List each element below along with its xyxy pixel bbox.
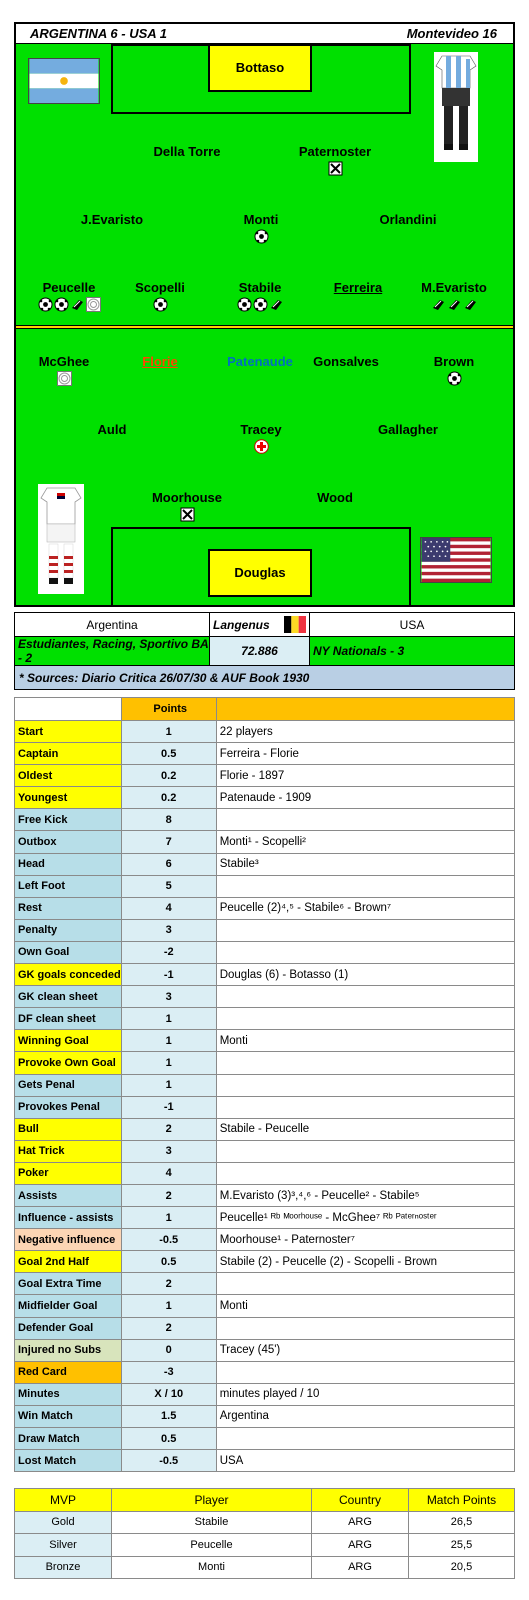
points-value: -0.5 — [121, 1229, 216, 1251]
points-row — [15, 765, 515, 787]
points-label: Outbox — [15, 831, 122, 853]
points-row — [15, 1450, 515, 1472]
mvp-points: 20,5 — [409, 1556, 515, 1579]
points-value: 2 — [121, 1317, 216, 1339]
points-row — [15, 1008, 515, 1030]
points-header-row — [15, 698, 515, 721]
match-header — [16, 24, 513, 44]
points-label: Win Match — [15, 1405, 122, 1427]
attendance: 72.886 — [210, 637, 310, 666]
points-value: 0.2 — [121, 765, 216, 787]
usa-goalkeeper — [208, 549, 312, 597]
mvp-header-row — [15, 1489, 515, 1512]
points-label: Injured no Subs — [15, 1339, 122, 1361]
points-value: 4 — [121, 897, 216, 919]
points-description: Peucelle (2)⁴,⁵ - Stabile⁶ - Brown⁷ — [216, 897, 514, 919]
points-label: DF clean sheet — [15, 1008, 122, 1030]
points-row — [15, 1405, 515, 1427]
points-description: Argentina — [216, 1405, 514, 1427]
points-value: -1 — [121, 964, 216, 986]
points-row — [15, 1273, 515, 1295]
player-stabile: Stabile — [200, 280, 320, 312]
player-mcghee: McGhee — [14, 354, 124, 386]
points-value: -2 — [121, 941, 216, 963]
points-description — [216, 1317, 514, 1339]
points-description — [216, 1140, 514, 1162]
points-value: 1 — [121, 1052, 216, 1074]
player-name: Bottaso — [235, 60, 285, 75]
points-label: Penalty — [15, 919, 122, 941]
player-auld: Auld — [97, 422, 127, 437]
points-value: 1 — [121, 1008, 216, 1030]
points-row — [15, 964, 515, 986]
points-description: Stabile³ — [216, 853, 514, 875]
mvp-country: ARG — [312, 1511, 409, 1534]
boot-icon — [463, 297, 478, 312]
player-m-evaristo: M.Evaristo — [394, 280, 514, 312]
points-description — [216, 919, 514, 941]
points-row — [15, 809, 515, 831]
points-description: Stabile - Peucelle — [216, 1118, 514, 1140]
influence-assist-icon — [86, 297, 101, 312]
mvp-rank: Bronze — [15, 1556, 112, 1579]
points-label: Influence - assists — [15, 1207, 122, 1229]
belgium-flag-icon — [284, 616, 306, 633]
points-description — [216, 1361, 514, 1383]
points-header: Points — [121, 698, 216, 721]
points-row — [15, 853, 515, 875]
points-description: Patenaude - 1909 — [216, 787, 514, 809]
points-row — [15, 1074, 515, 1096]
points-description — [216, 986, 514, 1008]
points-row — [15, 1339, 515, 1361]
mvp-country: ARG — [312, 1556, 409, 1579]
team-b-name: USA — [310, 613, 515, 637]
points-description: Florie - 1897 — [216, 765, 514, 787]
points-value: 8 — [121, 809, 216, 831]
points-row — [15, 897, 515, 919]
ball-icon — [447, 371, 462, 386]
points-label: Goal 2nd Half — [15, 1251, 122, 1273]
player-monti: Monti — [201, 212, 321, 244]
usa-flag-icon — [420, 537, 492, 583]
points-row — [15, 1361, 515, 1383]
points-description — [216, 1162, 514, 1184]
boot-icon — [70, 297, 85, 312]
points-label: Defender Goal — [15, 1317, 122, 1339]
points-description — [216, 1428, 514, 1450]
points-row — [15, 1317, 515, 1339]
player-scopelli: Scopelli — [100, 280, 220, 312]
points-description: minutes played / 10 — [216, 1383, 514, 1405]
points-value: 1 — [121, 1295, 216, 1317]
mvp-row — [15, 1556, 515, 1579]
points-value: -3 — [121, 1361, 216, 1383]
points-value: 2 — [121, 1184, 216, 1206]
points-label: Red Card — [15, 1361, 122, 1383]
mvp-points: 25,5 — [409, 1534, 515, 1557]
points-value: 2 — [121, 1273, 216, 1295]
team-a-name: Argentina — [15, 613, 210, 637]
points-value: 3 — [121, 919, 216, 941]
halfway-line — [16, 325, 513, 329]
points-description: Moorhouse¹ - Paternoster⁷ — [216, 1229, 514, 1251]
points-value: 3 — [121, 986, 216, 1008]
player-della-torre: Della Torre — [153, 144, 221, 159]
argentina-goalkeeper — [208, 44, 312, 92]
player-patenaude: Patenaude — [227, 354, 293, 369]
player-paternoster: Paternoster — [275, 144, 395, 176]
points-row — [15, 986, 515, 1008]
points-row — [15, 1052, 515, 1074]
points-description: Monti — [216, 1030, 514, 1052]
points-description — [216, 1052, 514, 1074]
points-label: GK goals conceded — [15, 964, 122, 986]
player-brown: Brown — [394, 354, 514, 386]
match-title: ARGENTINA 6 - USA 1 — [30, 26, 167, 41]
points-value: X / 10 — [121, 1383, 216, 1405]
points-label: Winning Goal — [15, 1030, 122, 1052]
points-value: 1 — [121, 1074, 216, 1096]
points-label: Rest — [15, 897, 122, 919]
points-label: Provoke Own Goal — [15, 1052, 122, 1074]
boot-icon — [431, 297, 446, 312]
points-description: Stabile (2) - Peucelle (2) - Scopelli - Brown — [216, 1251, 514, 1273]
influence-assist-icon — [57, 371, 72, 386]
points-value: -0.5 — [121, 1450, 216, 1472]
points-row — [15, 1140, 515, 1162]
header-desc-blank — [216, 698, 514, 721]
points-value: 2 — [121, 1118, 216, 1140]
points-row — [15, 831, 515, 853]
player-orlandini: Orlandini — [379, 212, 437, 227]
points-row — [15, 721, 515, 743]
mvp-header-player: Player — [112, 1489, 312, 1512]
pitch — [14, 22, 515, 607]
ball-icon — [254, 229, 269, 244]
points-description: Tracey (45') — [216, 1339, 514, 1361]
player-florie: Florie — [142, 354, 178, 369]
points-row — [15, 1030, 515, 1052]
boot-icon — [269, 297, 284, 312]
match-venue: Montevideo 16 — [406, 26, 497, 41]
points-description: Douglas (6) - Botasso (1) — [216, 964, 514, 986]
points-label: Gets Penal — [15, 1074, 122, 1096]
points-value: 0.2 — [121, 787, 216, 809]
points-description — [216, 1273, 514, 1295]
points-row — [15, 1295, 515, 1317]
points-description — [216, 1096, 514, 1118]
team-b-clubs: NY Nationals - 3 — [310, 637, 515, 666]
ball-icon — [38, 297, 53, 312]
points-description — [216, 809, 514, 831]
points-row — [15, 1162, 515, 1184]
player-tracey: Tracey — [201, 422, 321, 454]
ball-icon — [54, 297, 69, 312]
points-row — [15, 1428, 515, 1450]
mvp-header-country: Country — [312, 1489, 409, 1512]
points-value: 0 — [121, 1339, 216, 1361]
points-row — [15, 1383, 515, 1405]
header-blank — [15, 698, 122, 721]
player-peucelle: Peucelle — [14, 280, 129, 312]
injury-icon — [254, 439, 269, 454]
points-label: Captain — [15, 743, 122, 765]
argentina-kit-icon — [434, 52, 478, 162]
points-row — [15, 1096, 515, 1118]
points-value: 0.5 — [121, 743, 216, 765]
player-gonsalves: Gonsalves — [313, 354, 379, 369]
mvp-points: 26,5 — [409, 1511, 515, 1534]
points-label: Negative influence — [15, 1229, 122, 1251]
points-label: Draw Match — [15, 1428, 122, 1450]
points-row — [15, 1207, 515, 1229]
team-a-clubs: Estudiantes, Racing, Sportivo BA - 2 — [15, 637, 210, 666]
points-value: 0.5 — [121, 1251, 216, 1273]
points-label: Own Goal — [15, 941, 122, 963]
points-description: Peucelle¹ ᴿᵇ ᴹᵒᵒʳʰᵒᵘˢᵉ - McGhee⁷ ᴿᵇ ᴾᵃᵗᵉʳⁿᵒˢᵗᵉʳ — [216, 1207, 514, 1229]
points-description — [216, 1074, 514, 1096]
points-description: USA — [216, 1450, 514, 1472]
points-label: Lost Match — [15, 1450, 122, 1472]
points-value: 1 — [121, 1030, 216, 1052]
mvp-player: Monti — [112, 1556, 312, 1579]
player-j-evaristo: J.Evaristo — [80, 212, 144, 227]
negative-influence-icon — [328, 161, 343, 176]
ball-icon — [237, 297, 252, 312]
mvp-player: Peucelle — [112, 1534, 312, 1557]
points-label: Poker — [15, 1162, 122, 1184]
points-row — [15, 787, 515, 809]
points-row — [15, 1184, 515, 1206]
points-value: 6 — [121, 853, 216, 875]
points-value: 1 — [121, 721, 216, 743]
usa-kit-icon — [38, 484, 84, 594]
referee-name: Langenus — [213, 617, 270, 632]
player-moorhouse: Moorhouse — [127, 490, 247, 522]
points-row — [15, 941, 515, 963]
player-wood: Wood — [317, 490, 353, 505]
points-row — [15, 1251, 515, 1273]
points-description: Ferreira - Florie — [216, 743, 514, 765]
points-value: 5 — [121, 875, 216, 897]
points-description — [216, 1008, 514, 1030]
mvp-player: Stabile — [112, 1511, 312, 1534]
points-description — [216, 941, 514, 963]
points-label: Midfielder Goal — [15, 1295, 122, 1317]
points-label: Hat Trick — [15, 1140, 122, 1162]
points-label: Free Kick — [15, 809, 122, 831]
negative-influence-icon — [180, 507, 195, 522]
match-info-table — [14, 612, 515, 690]
mvp-row — [15, 1534, 515, 1557]
player-gallagher: Gallagher — [378, 422, 438, 437]
points-row — [15, 875, 515, 897]
mvp-header-rank: MVP — [15, 1489, 112, 1512]
points-label: Assists — [15, 1184, 122, 1206]
points-label: GK clean sheet — [15, 986, 122, 1008]
points-value: -1 — [121, 1096, 216, 1118]
player-name: Douglas — [234, 565, 286, 580]
points-row — [15, 1229, 515, 1251]
player-ferreira: Ferreira — [333, 280, 383, 295]
sources-note: * Sources: Diario Critica 26/07/30 & AUF Book 1930 — [15, 666, 515, 690]
points-label: Left Foot — [15, 875, 122, 897]
points-label: Head — [15, 853, 122, 875]
points-table — [14, 697, 515, 1472]
points-label: Youngest — [15, 787, 122, 809]
points-value: 1 — [121, 1207, 216, 1229]
points-row — [15, 1118, 515, 1140]
points-label: Bull — [15, 1118, 122, 1140]
points-value: 1.5 — [121, 1405, 216, 1427]
points-description — [216, 875, 514, 897]
ball-icon — [153, 297, 168, 312]
mvp-rank: Silver — [15, 1534, 112, 1557]
points-row — [15, 743, 515, 765]
points-description: 22 players — [216, 721, 514, 743]
points-value: 3 — [121, 1140, 216, 1162]
mvp-row — [15, 1511, 515, 1534]
ball-icon — [253, 297, 268, 312]
points-value: 4 — [121, 1162, 216, 1184]
points-value: 0.5 — [121, 1428, 216, 1450]
points-description: M.Evaristo (3)³,⁴,⁶ - Peucelle² - Stabile⁵ — [216, 1184, 514, 1206]
points-value: 7 — [121, 831, 216, 853]
points-label: Oldest — [15, 765, 122, 787]
points-label: Provokes Penal — [15, 1096, 122, 1118]
points-description: Monti¹ - Scopelli² — [216, 831, 514, 853]
points-label: Minutes — [15, 1383, 122, 1405]
boot-icon — [447, 297, 462, 312]
argentina-flag-icon — [28, 58, 100, 104]
mvp-table — [14, 1488, 515, 1579]
mvp-rank: Gold — [15, 1511, 112, 1534]
points-label: Start — [15, 721, 122, 743]
points-label: Goal Extra Time — [15, 1273, 122, 1295]
points-description: Monti — [216, 1295, 514, 1317]
points-row — [15, 919, 515, 941]
referee-cell — [210, 613, 310, 637]
mvp-header-points: Match Points — [409, 1489, 515, 1512]
mvp-country: ARG — [312, 1534, 409, 1557]
